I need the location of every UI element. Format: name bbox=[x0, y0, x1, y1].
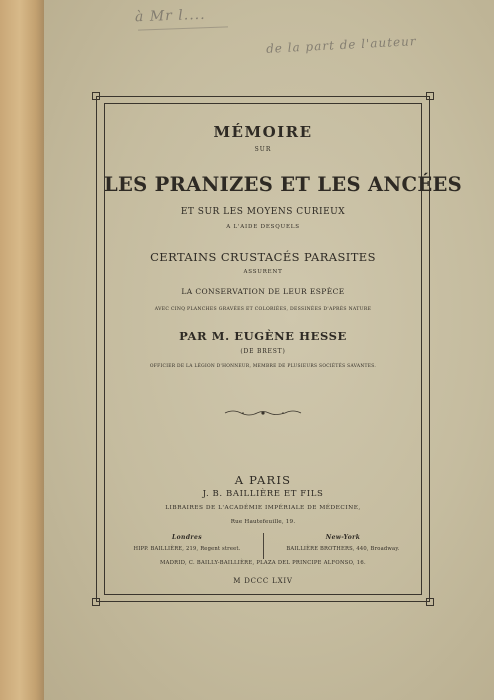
subtitle-crustaces: CERTAINS CRUSTACÉS PARASITES bbox=[150, 250, 376, 264]
branch-divider bbox=[263, 533, 264, 559]
corner-ornament bbox=[426, 598, 434, 606]
corner-ornament bbox=[426, 92, 434, 100]
newyork-branch bbox=[268, 534, 418, 552]
subtitle-moyens: ET SUR LES MOYENS CURIEUX bbox=[180, 207, 346, 217]
newyork-address: BAILLIÈRE BROTHERS, 440, Broadway. bbox=[286, 546, 400, 552]
newyork-city: New-York bbox=[325, 534, 361, 541]
london-city: Londres bbox=[172, 534, 202, 541]
publisher-address: Rue Hautefeuille, 19. bbox=[230, 519, 296, 525]
author-name: PAR M. EUGÈNE HESSE bbox=[179, 329, 347, 343]
author-credentials: OFFICIER DE LA LÉGION D'HONNEUR, MEMBRE DE PLUSIEURS SOCIÉTÉS SAVANTES. bbox=[149, 364, 377, 369]
publication-year: M DCCC LXIV bbox=[233, 577, 293, 585]
main-title: LES PRANIZES ET LES ANCÉES bbox=[104, 173, 463, 196]
publisher-title: LIBRAIRES DE L'ACADÉMIE IMPÉRIALE DE MÉDECINE, bbox=[165, 505, 361, 511]
corner-ornament bbox=[92, 92, 100, 100]
london-address: HIPP. BAILLIÈRE, 219, Regent street. bbox=[133, 546, 241, 552]
handwritten-note: de la part de l'auteur bbox=[265, 34, 417, 56]
author-origin: (DE BREST) bbox=[240, 348, 286, 355]
plates-note: AVEC CINQ PLANCHES GRAVÉES ET COLORIÉES, DESSINÉES D'APRÈS NATURE bbox=[154, 307, 372, 312]
publisher-name: J. B. BAILLIÈRE ET FILS bbox=[202, 489, 324, 499]
corner-ornament bbox=[92, 598, 100, 606]
handwritten-dedication: à Mr l.... bbox=[134, 6, 206, 26]
word-sur: SUR bbox=[254, 146, 272, 153]
london-branch bbox=[112, 534, 262, 552]
subtitle-aide: A L'AIDE DESQUELS bbox=[226, 224, 300, 230]
decorative-rule bbox=[223, 408, 303, 418]
subtitle-conservation: LA CONSERVATION DE LEUR ESPÈCE bbox=[181, 287, 345, 296]
imprint-city: A PARIS bbox=[234, 473, 292, 487]
subtitle-assurent: ASSURENT bbox=[243, 269, 283, 275]
madrid-branch: MADRID, C. BAILLY-BAILLIÈRE, PLAZA DEL PRINCIPE ALFONSO, 16. bbox=[160, 560, 366, 566]
book-spine bbox=[0, 0, 44, 700]
title-page-content bbox=[104, 103, 463, 595]
heading-memoire: MÉMOIRE bbox=[213, 123, 313, 141]
